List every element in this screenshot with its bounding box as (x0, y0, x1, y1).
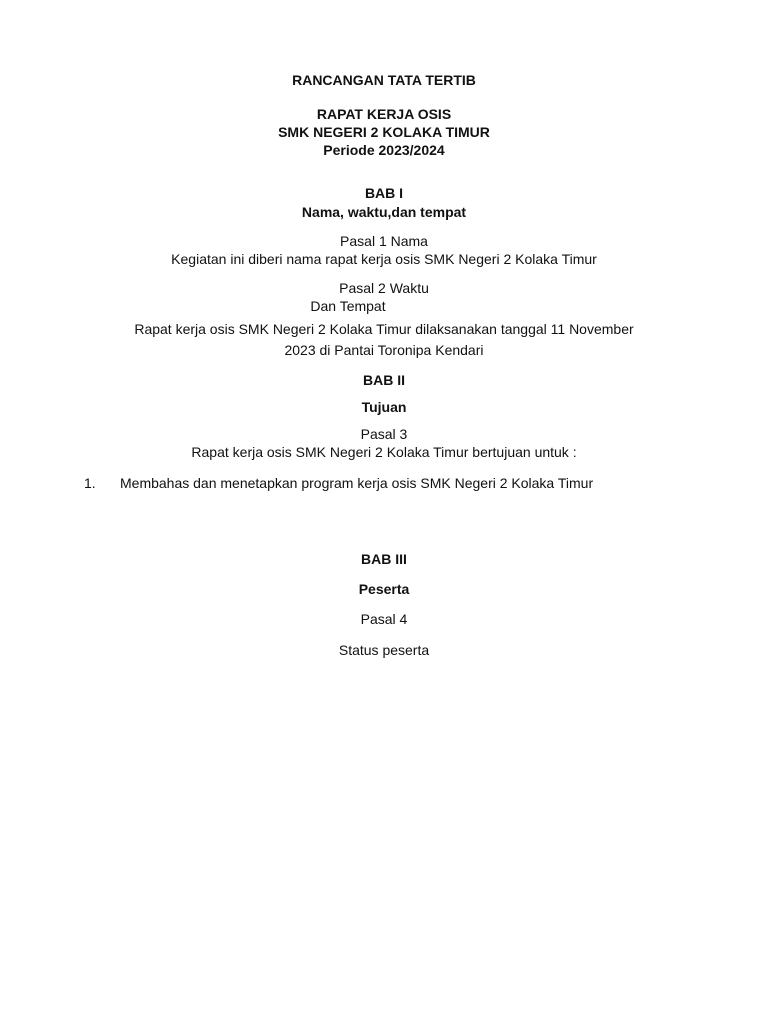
pasal3-heading: Pasal 3 (360, 426, 408, 442)
pasal2-heading-line-2: Dan Tempat (310, 298, 386, 314)
bab3-title: Peserta (358, 581, 410, 597)
pasal1-text: Kegiatan ini diberi nama rapat kerja osis SMK Negeri 2 Kolaka Timur (171, 251, 597, 267)
subtitle-line-1: RAPAT KERJA OSIS (316, 106, 452, 122)
subtitle-line-2: SMK NEGERI 2 KOLAKA TIMUR (278, 124, 490, 140)
bab3-heading: BAB III (361, 551, 407, 567)
pasal4-heading: Pasal 4 (360, 611, 408, 627)
bab1-heading: BAB I (364, 185, 404, 201)
list-item-number: 1. (84, 475, 96, 491)
list-item-text: Membahas dan menetapkan program kerja osis SMK Negeri 2 Kolaka Timur (120, 475, 594, 491)
pasal2-text-line-2: 2023 di Pantai Toronipa Kendari (284, 342, 484, 358)
pasal3-text: Rapat kerja osis SMK Negeri 2 Kolaka Timur bertujuan untuk : (191, 444, 577, 460)
bab2-title: Tujuan (361, 399, 407, 415)
document-title: RANCANGAN TATA TERTIB (292, 72, 476, 88)
bab1-title: Nama, waktu,dan tempat (301, 204, 467, 220)
subtitle-line-3: Periode 2023/2024 (323, 142, 445, 158)
bab2-heading: BAB II (363, 372, 405, 388)
pasal2-heading-line-1: Pasal 2 Waktu (339, 280, 429, 296)
pasal1-heading: Pasal 1 Nama (340, 233, 428, 249)
pasal2-text-line-1: Rapat kerja osis SMK Negeri 2 Kolaka Timur dilaksanakan tanggal 11 November (134, 321, 634, 337)
pasal4-text: Status peserta (338, 642, 430, 658)
